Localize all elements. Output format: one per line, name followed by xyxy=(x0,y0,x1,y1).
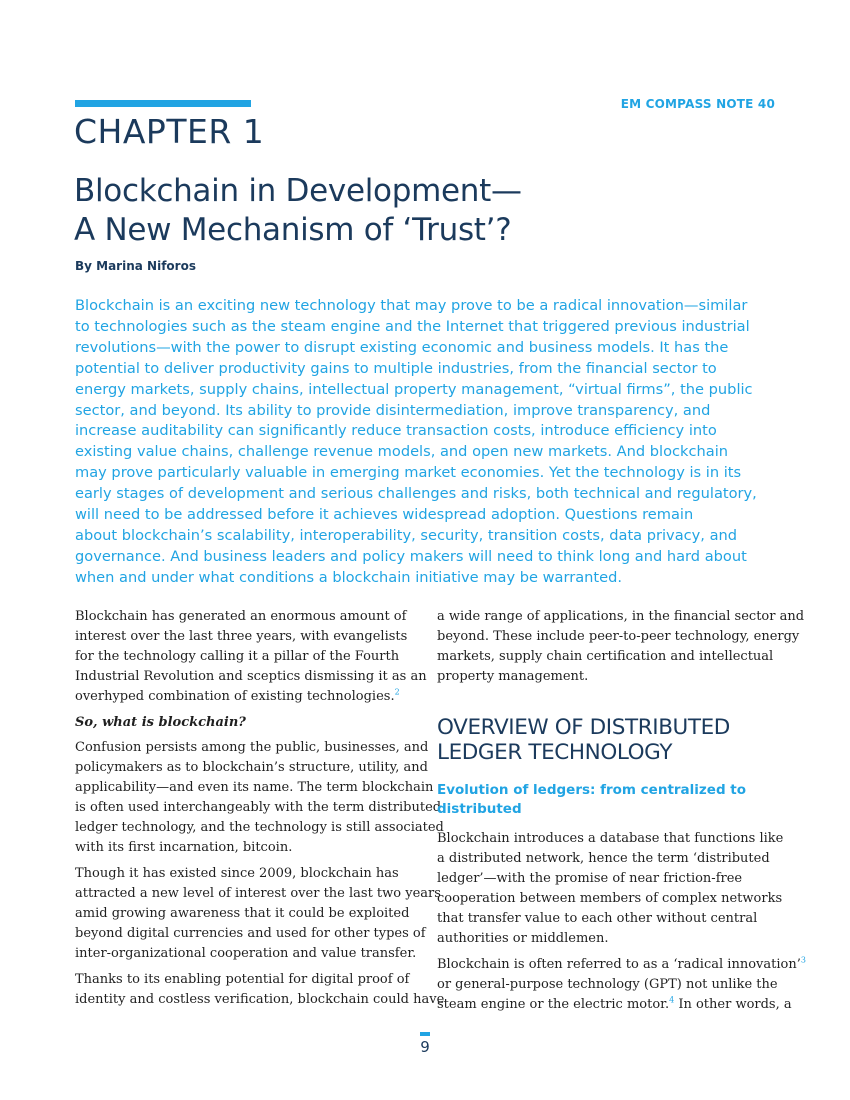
abstract-line: energy markets, supply chains, intellectual property management, “virtual firms”, the public xyxy=(75,380,753,398)
heading-line: distributed xyxy=(437,801,522,817)
text-line xyxy=(437,995,792,1015)
abstract-line: may prove particularly valuable in emerging market economies. Yet the technology is in its xyxy=(75,464,742,482)
text-line: amid growing awareness that it could be exploited xyxy=(75,906,410,921)
text-line: policymakers as to blockchain’s structure, utility, and xyxy=(75,760,428,775)
footnote-ref[interactable]: 4 xyxy=(669,995,675,1005)
abstract-line: to technologies such as the steam engine and the Internet that triggered previous industrial xyxy=(75,317,750,335)
page-number-accent xyxy=(420,1032,430,1036)
left-column xyxy=(75,607,445,1016)
text-line: interest over the last three years, with evangelists xyxy=(75,629,408,644)
paragraph xyxy=(437,829,784,949)
paragraph xyxy=(437,607,805,687)
abstract-line: increase auditability can significantly reduce transaction costs, introduce efficiency into xyxy=(75,422,717,440)
text-line: property management. xyxy=(437,669,589,684)
text-line: with its first incarnation, bitcoin. xyxy=(75,840,293,855)
chapter-label: CHAPTER 1 xyxy=(74,112,265,151)
text-line: attracted a new level of interest over the last two years xyxy=(75,886,441,901)
text-line: cooperation between members of complex networks xyxy=(437,891,783,906)
subsection-heading xyxy=(437,781,777,819)
text-line: ledger technology, and the technology is still associated xyxy=(75,820,444,835)
text-span: Blockchain is often referred to as a ‘radical innovation’ xyxy=(437,957,801,972)
abstract-line: sector, and beyond. Its ability to provide disintermediation, improve transparency, and xyxy=(75,401,711,419)
paragraph xyxy=(75,864,441,964)
text-line: identity and costless verification, blockchain could have xyxy=(75,992,445,1007)
abstract-line: when and under what conditions a blockchain initiative may be warranted. xyxy=(75,568,623,586)
text-line: Blockchain has generated an enormous amount of xyxy=(75,609,407,624)
text-line: ledger’—with the promise of near friction-free xyxy=(437,871,743,886)
paragraph xyxy=(75,970,445,1010)
heading-line: Evolution of ledgers: from centralized to xyxy=(437,782,747,798)
text-line: Confusion persists among the public, businesses, and xyxy=(75,740,429,755)
author-byline: By Marina Niforos xyxy=(75,259,196,273)
paragraph xyxy=(75,738,444,858)
text-line: Though it has existed since 2009, blockchain has xyxy=(75,866,399,881)
right-column xyxy=(437,607,806,1021)
text-line: authorities or middlemen. xyxy=(437,931,609,946)
article-title xyxy=(74,172,774,250)
text-line: beyond. These include peer-to-peer technology, energy xyxy=(437,629,800,644)
abstract-line: about blockchain’s scalability, interoperability, security, transition costs, data privacy, and xyxy=(75,526,738,544)
text-span: In other words, a xyxy=(674,997,792,1012)
heading-line: LEDGER TECHNOLOGY xyxy=(437,740,673,765)
text-line: Industrial Revolution and sceptics dismissing it as an xyxy=(75,669,427,684)
abstract xyxy=(75,296,765,589)
text-line: for the technology calling it a pillar of the Fourth xyxy=(75,649,400,664)
series-label: EM COMPASS NOTE 40 xyxy=(620,97,775,111)
text-line: a distributed network, hence the term ‘distributed xyxy=(437,851,770,866)
text-line xyxy=(75,687,420,707)
paragraph xyxy=(437,955,806,1015)
abstract-line: will need to be addressed before it achieves widespread adoption. Questions remain xyxy=(75,506,694,524)
text-line: beyond digital currencies and used for other types of xyxy=(75,926,426,941)
text-span: overhyped combination of existing technologies. xyxy=(75,689,395,704)
abstract-line: Blockchain is an exciting new technology that may prove to be a radical innovation—similar xyxy=(75,297,748,314)
abstract-line: governance. And business leaders and policy makers will need to think long and hard about xyxy=(75,547,747,565)
page-number: 9 xyxy=(420,1038,430,1056)
text-line: applicability—and even its name. The term blockchain xyxy=(75,780,434,795)
header-accent-bar xyxy=(75,100,251,107)
text-line: markets, supply chain certification and intellectual xyxy=(437,649,774,664)
abstract-line: early stages of development and serious challenges and risks, both technical and regulatory, xyxy=(75,485,757,503)
text-line: a wide range of applications, in the financial sector and xyxy=(437,609,805,624)
subheading: So, what is blockchain? xyxy=(75,715,246,730)
text-line: Thanks to its enabling potential for digital proof of xyxy=(75,972,410,987)
paragraph xyxy=(75,607,427,707)
text-line: is often used interchangeably with the term distributed xyxy=(75,800,442,815)
text-span: steam engine or the electric motor. xyxy=(437,997,670,1012)
text-line: or general-purpose technology (GPT) not unlike the xyxy=(437,977,778,992)
abstract-line: potential to deliver productivity gains to multiple industries, from the financial sector to xyxy=(75,359,717,377)
text-line: Blockchain introduces a database that functions like xyxy=(437,831,784,846)
text-line xyxy=(437,955,806,975)
footnote-ref[interactable]: 3 xyxy=(800,955,806,965)
title-line: Blockchain in Development— xyxy=(74,173,522,209)
abstract-line: existing value chains, challenge revenue models, and open new markets. And blockchain xyxy=(75,443,728,461)
heading-line: OVERVIEW OF DISTRIBUTED xyxy=(437,715,730,740)
section-heading xyxy=(437,715,777,765)
text-line: that transfer value to each other without central xyxy=(437,911,758,926)
title-line: A New Mechanism of ‘Trust’? xyxy=(74,212,512,248)
abstract-line: revolutions—with the power to disrupt existing economic and business models. It has the xyxy=(75,338,729,356)
footnote-ref[interactable]: 2 xyxy=(394,687,400,697)
text-line: inter-organizational cooperation and value transfer. xyxy=(75,946,417,961)
